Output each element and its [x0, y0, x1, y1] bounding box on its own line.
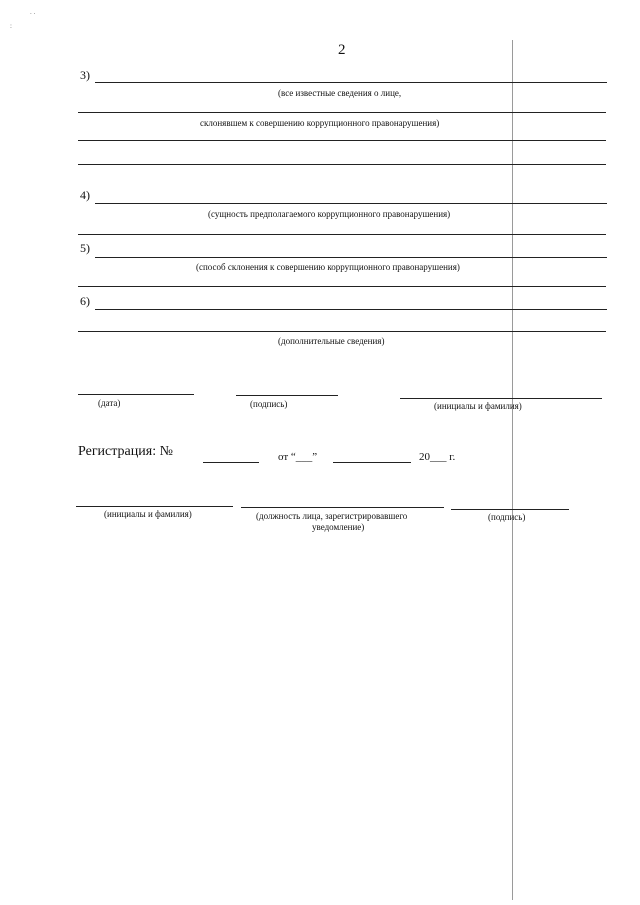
registrar-name-caption: (инициалы и фамилия): [104, 509, 192, 519]
item-6-label: 6): [80, 294, 90, 308]
item-3-field-line-4[interactable]: [78, 164, 606, 165]
registration-label: Регистрация: №: [78, 444, 173, 459]
item-3-field-line[interactable]: [95, 82, 607, 83]
scan-speck: . .: [30, 8, 36, 16]
scan-speck: :: [10, 22, 12, 30]
registrar-position-caption-1: (должность лица, зарегистрировавшего: [256, 511, 408, 521]
page-number: 2: [338, 42, 346, 58]
item-4-field-line-2[interactable]: [78, 234, 606, 235]
date-field-line[interactable]: [78, 394, 194, 395]
registrar-position-line[interactable]: [241, 507, 444, 508]
item-6-caption: (дополнительные сведения): [278, 336, 385, 346]
scan-fold-line: [512, 40, 513, 900]
registration-year: 20___ г.: [419, 451, 456, 463]
sign-field-line[interactable]: [236, 395, 338, 396]
item-4-caption: (сущность предполагаемого коррупционного правонарушения): [208, 209, 451, 219]
registration-from: от “___”: [278, 451, 318, 463]
item-3-field-line-2[interactable]: [78, 112, 606, 113]
item-5-field-line-2[interactable]: [78, 286, 606, 287]
item-3-field-line-3[interactable]: [78, 140, 606, 141]
name-field-line[interactable]: [400, 398, 602, 399]
item-3-caption-1: (все известные сведения о лице,: [278, 88, 402, 98]
item-4-label: 4): [80, 188, 90, 202]
registrar-name-line[interactable]: [76, 506, 233, 507]
registrar-sign-line[interactable]: [451, 509, 569, 510]
item-4-field-line[interactable]: [95, 203, 607, 204]
sign-caption: (подпись): [250, 399, 288, 409]
item-5-label: 5): [80, 241, 90, 255]
item-5-field-line[interactable]: [95, 257, 607, 258]
registrar-sign-caption: (подпись): [488, 512, 526, 522]
date-caption: (дата): [98, 398, 121, 408]
item-6-field-line[interactable]: [95, 309, 607, 310]
registration-date-line[interactable]: [333, 462, 411, 463]
item-6-field-line-2[interactable]: [78, 331, 606, 332]
item-3-caption-2: склонявшем к совершению коррупционного правонарушения): [200, 118, 440, 128]
name-caption: (инициалы и фамилия): [434, 401, 522, 411]
registration-number-line[interactable]: [203, 462, 259, 463]
item-3-label: 3): [80, 68, 90, 82]
item-5-caption: (способ склонения к совершению коррупционного правонарушения): [196, 262, 460, 272]
registrar-position-caption-2: уведомление): [312, 522, 365, 532]
